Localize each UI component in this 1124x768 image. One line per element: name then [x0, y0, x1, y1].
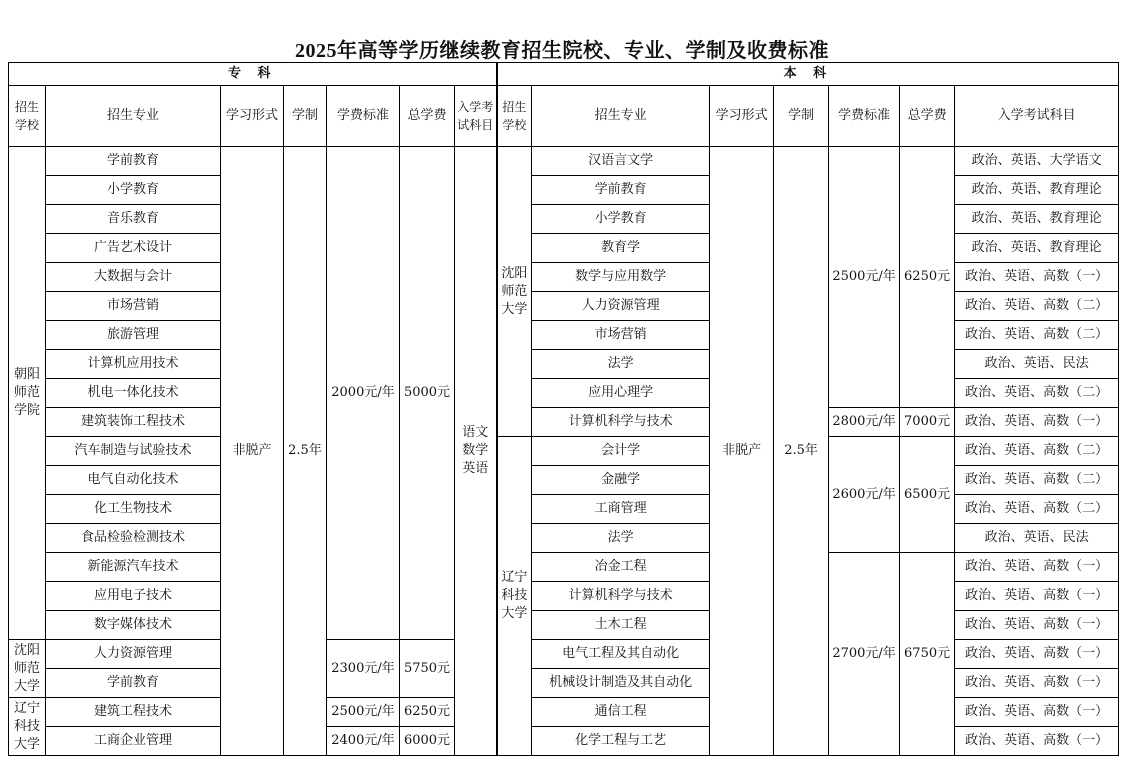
major-cell: 汉语言文学	[532, 147, 710, 176]
major-cell: 食品检验检测技术	[46, 524, 221, 553]
school-cell: 辽宁科技大学	[497, 437, 532, 756]
fee-cell: 2600元/年	[829, 437, 900, 553]
school-cell: 朝阳师范学院	[9, 147, 46, 640]
table-row	[9, 408, 1119, 437]
major-cell: 应用心理学	[532, 379, 710, 408]
total-cell: 7000元	[900, 408, 955, 437]
header-total: 总学费	[400, 86, 455, 147]
section-header-row	[9, 63, 1119, 86]
major-cell: 会计学	[532, 437, 710, 466]
header-fee: 学费标准	[327, 86, 400, 147]
major-cell: 电气工程及其自动化	[532, 640, 710, 669]
major-cell: 学前教育	[532, 176, 710, 205]
major-cell: 小学教育	[532, 205, 710, 234]
school-cell: 辽宁科技大学	[9, 698, 46, 756]
form-cell: 非脱产	[221, 147, 284, 756]
exam-cell: 政治、英语、高数（一）	[955, 669, 1119, 698]
major-cell: 通信工程	[532, 698, 710, 727]
fee-cell: 2500元/年	[327, 698, 400, 727]
total-cell: 5750元	[400, 640, 455, 698]
exam-cell: 政治、英语、教育理论	[955, 234, 1119, 263]
exam-cell: 政治、英语、高数（一）	[955, 263, 1119, 292]
major-cell: 计算机科学与技术	[532, 582, 710, 611]
section-benke: 本 科	[497, 63, 1119, 86]
major-cell: 学前教育	[46, 147, 221, 176]
header-exam-benke: 入学考试科目	[955, 86, 1119, 147]
exam-cell: 政治、英语、教育理论	[955, 205, 1119, 234]
total-cell: 6750元	[900, 553, 955, 756]
major-cell: 人力资源管理	[46, 640, 221, 669]
page-title: 2025年高等学历继续教育招生院校、专业、学制及收费标准	[295, 40, 829, 62]
exam-cell: 政治、英语、民法	[955, 524, 1119, 553]
duration-cell: 2.5年	[284, 147, 327, 756]
major-cell: 电气自动化技术	[46, 466, 221, 495]
exam-cell: 政治、英语、高数（二）	[955, 321, 1119, 350]
major-cell: 音乐教育	[46, 205, 221, 234]
header-total-benke: 总学费	[900, 86, 955, 147]
total-cell: 6250元	[400, 698, 455, 727]
major-cell: 市场营销	[532, 321, 710, 350]
major-cell: 计算机应用技术	[46, 350, 221, 379]
exam-cell: 政治、英语、高数（一）	[955, 611, 1119, 640]
major-cell: 旅游管理	[46, 321, 221, 350]
exam-cell: 政治、英语、教育理论	[955, 176, 1119, 205]
table-row	[9, 553, 1119, 582]
total-cell: 5000元	[400, 147, 455, 640]
major-cell: 市场营销	[46, 292, 221, 321]
exam-cell: 政治、英语、高数（二）	[955, 292, 1119, 321]
total-cell: 6000元	[400, 727, 455, 756]
exam-cell: 政治、英语、高数（一）	[955, 582, 1119, 611]
major-cell: 法学	[532, 350, 710, 379]
major-cell: 应用电子技术	[46, 582, 221, 611]
major-cell: 教育学	[532, 234, 710, 263]
major-cell: 冶金工程	[532, 553, 710, 582]
header-school-benke: 招生学校	[497, 86, 532, 147]
exam-cell: 政治、英语、高数（二）	[955, 379, 1119, 408]
major-cell: 新能源汽车技术	[46, 553, 221, 582]
exam-cell: 政治、英语、高数（一）	[955, 640, 1119, 669]
exam-cell: 政治、英语、高数（一）	[955, 408, 1119, 437]
major-cell: 机械设计制造及其自动化	[532, 669, 710, 698]
enrollment-table	[8, 62, 1119, 756]
exam-cell: 语文数学英语	[455, 147, 497, 756]
header-duration-benke: 学制	[774, 86, 829, 147]
table-row	[9, 147, 1119, 176]
header-major: 招生专业	[46, 86, 221, 147]
major-cell: 人力资源管理	[532, 292, 710, 321]
major-cell: 大数据与会计	[46, 263, 221, 292]
major-cell: 学前教育	[46, 669, 221, 698]
major-cell: 小学教育	[46, 176, 221, 205]
major-cell: 汽车制造与试验技术	[46, 437, 221, 466]
header-form-benke: 学习形式	[710, 86, 774, 147]
total-cell: 6250元	[900, 147, 955, 408]
major-cell: 化学工程与工艺	[532, 727, 710, 756]
exam-cell: 政治、英语、高数（一）	[955, 727, 1119, 756]
header-school: 招生学校	[9, 86, 46, 147]
fee-cell: 2300元/年	[327, 640, 400, 698]
school-cell: 沈阳师范大学	[497, 147, 532, 437]
table-row	[9, 437, 1119, 466]
exam-cell: 政治、英语、大学语文	[955, 147, 1119, 176]
major-cell: 数字媒体技术	[46, 611, 221, 640]
fee-cell: 2000元/年	[327, 147, 400, 640]
major-cell: 化工生物技术	[46, 495, 221, 524]
column-header-row	[9, 86, 1119, 147]
major-cell: 计算机科学与技术	[532, 408, 710, 437]
section-zhuanke: 专 科	[9, 63, 497, 86]
exam-cell: 政治、英语、民法	[955, 350, 1119, 379]
major-cell: 建筑装饰工程技术	[46, 408, 221, 437]
major-cell: 土木工程	[532, 611, 710, 640]
exam-cell: 政治、英语、高数（二）	[955, 495, 1119, 524]
fee-cell: 2500元/年	[829, 147, 900, 408]
fee-cell: 2400元/年	[327, 727, 400, 756]
major-cell: 工商管理	[532, 495, 710, 524]
school-cell: 沈阳师范大学	[9, 640, 46, 698]
header-form: 学习形式	[221, 86, 284, 147]
form-cell: 非脱产	[710, 147, 774, 756]
header-duration: 学制	[284, 86, 327, 147]
major-cell: 金融学	[532, 466, 710, 495]
header-fee-benke: 学费标准	[829, 86, 900, 147]
duration-cell: 2.5年	[774, 147, 829, 756]
header-major-benke: 招生专业	[532, 86, 710, 147]
major-cell: 数学与应用数学	[532, 263, 710, 292]
fee-cell: 2800元/年	[829, 408, 900, 437]
exam-cell: 政治、英语、高数（二）	[955, 466, 1119, 495]
total-cell: 6500元	[900, 437, 955, 553]
fee-cell: 2700元/年	[829, 553, 900, 756]
major-cell: 广告艺术设计	[46, 234, 221, 263]
major-cell: 机电一体化技术	[46, 379, 221, 408]
exam-cell: 政治、英语、高数（一）	[955, 698, 1119, 727]
major-cell: 法学	[532, 524, 710, 553]
header-exam: 入学考试科目	[455, 86, 497, 147]
exam-cell: 政治、英语、高数（二）	[955, 437, 1119, 466]
major-cell: 工商企业管理	[46, 727, 221, 756]
exam-cell: 政治、英语、高数（一）	[955, 553, 1119, 582]
major-cell: 建筑工程技术	[46, 698, 221, 727]
